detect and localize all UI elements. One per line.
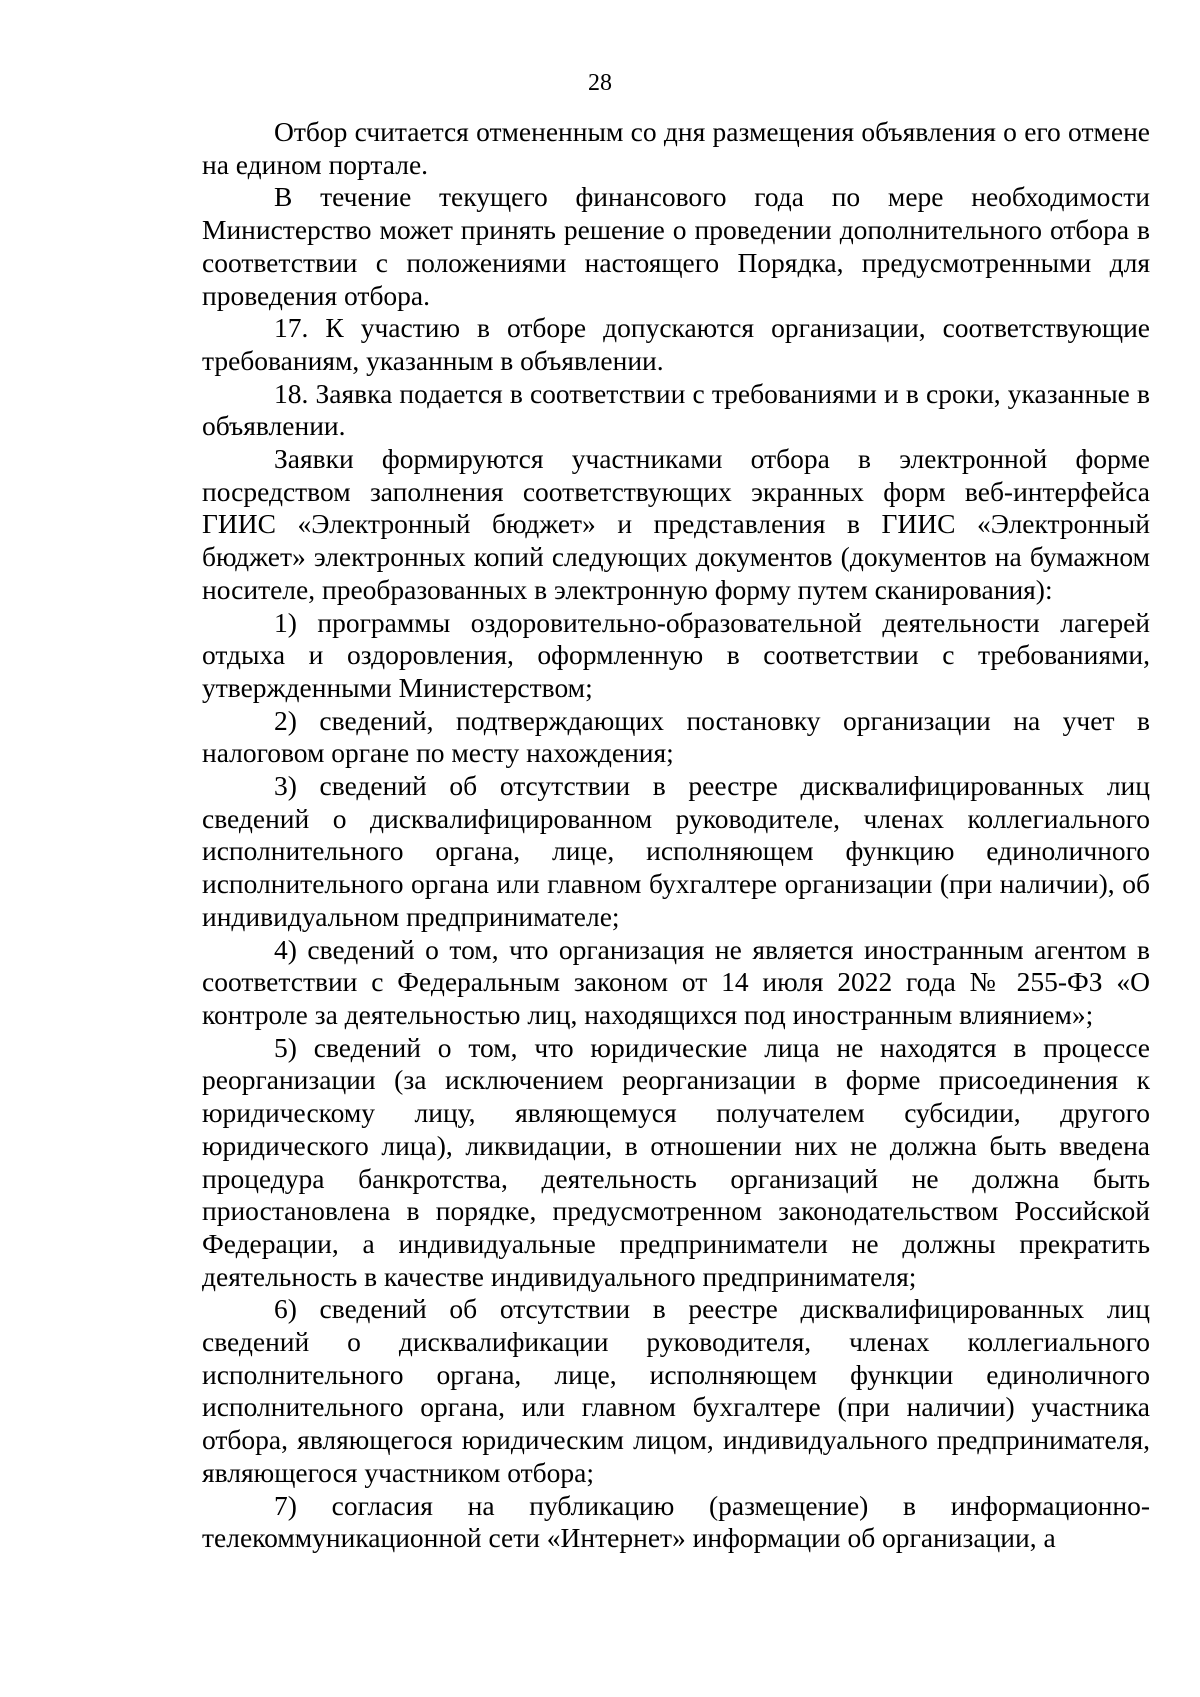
list-item-7: 7) согласия на публикацию (размещение) в информационно-телекоммуникационной сети «Интернет» информации об организации, а: [202, 1489, 1150, 1554]
paragraph-cancel-notice: Отбор считается отмененным со дня размещения объявления о его отмене на едином портале.: [202, 116, 1150, 180]
document-body: [202, 116, 1150, 1555]
list-item-2: 2) сведений, подтверждающих постановку организации на учет в налоговом органе по месту нахождения;: [202, 704, 1150, 769]
paragraph-applications: Заявки формируются участниками отбора в электронной форме посредством заполнения соответствующих экранных форм веб-интерфейса ГИИС «Электронный бюджет» и представления в ГИИС «Электронный бюджет» электронных копий следующих документов (документов на бумажном носителе, преобразованных в электронную форму путем сканирования):: [202, 443, 1150, 605]
list-item-5: 5) сведений о том, что юридические лица не находятся в процессе реорганизации (за исключением реорганизации в форме присоединения к юридическому лицу, являющемуся получателем субсидии, другого юридического лица), ликвидации, в отношении них не должна быть введена процедура банкротства, деятельность организаций не должна быть приостановлена в порядке, предусмотренном законодательством Российской Федерации, а индивидуальные предприниматели не должны прекратить деятельность в качестве индивидуального предпринимателя;: [202, 1031, 1150, 1292]
list-item-6: 6) сведений об отсутствии в реестре дисквалифицированных лиц сведений о дисквалификации руководителя, членах коллегиального исполнительного органа, лице, исполняющем функции единоличного исполнительного органа, или главном бухгалтере (при наличии) участника отбора, являющегося юридическим лицом, индивидуального предпринимателя, являющегося участником отбора;: [202, 1293, 1150, 1488]
list-item-4: 4) сведений о том, что организация не является иностранным агентом в соответствии с Федеральным законом от 14 июля 2022 года № 255-ФЗ «О контроле за деятельностью лиц, находящихся под иностранным влиянием»;: [202, 933, 1150, 1030]
page-number: 28: [588, 70, 612, 96]
list-item-1: 1) программы оздоровительно-образовательной деятельности лагерей отдыха и оздоровления, оформленную в соответствии с требованиями, утвержденными Министерством;: [202, 606, 1150, 703]
list-item-3: 3) сведений об отсутствии в реестре дисквалифицированных лиц сведений о дисквалифицированном руководителе, членах коллегиального исполнительного органа, лице, исполняющем функцию единоличного исполнительного органа или главном бухгалтере организации (при наличии), об индивидуальном предпринимателе;: [202, 770, 1150, 932]
paragraph-additional-selection: В течение текущего финансового года по мере необходимости Министерство может принять решение о проведении дополнительного отбора в соответствии с положениями настоящего Порядка, предусмотренными для проведения отбора.: [202, 181, 1150, 311]
paragraph-18: 18. Заявка подается в соответствии с требованиями и в сроки, указанные в объявлении.: [202, 377, 1150, 442]
paragraph-17: 17. К участию в отборе допускаются организации, соответствующие требованиям, указанным в объявлении.: [202, 312, 1150, 376]
